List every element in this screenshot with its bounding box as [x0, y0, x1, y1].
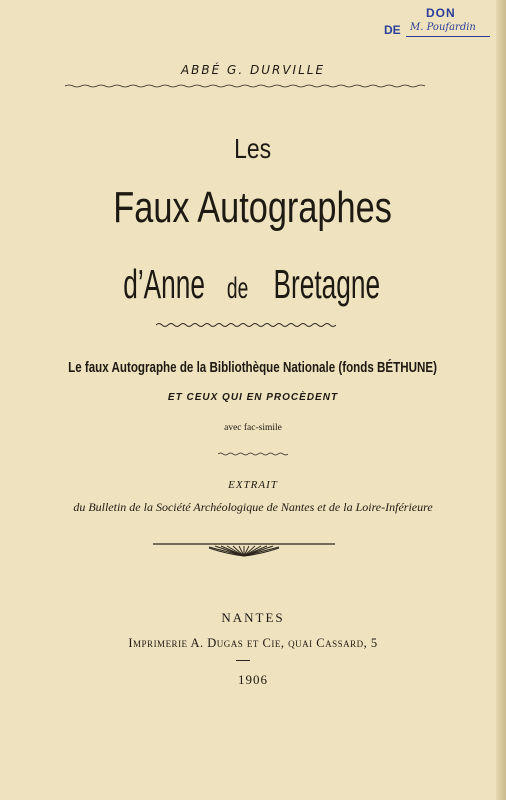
wavy-rule-1	[156, 322, 336, 328]
donation-stamp	[384, 4, 494, 40]
subtitle: Le faux Autographe de la Bibliothèque Nationale (fonds BÉTHUNE)	[68, 360, 438, 376]
stamp-don-text: DON	[426, 6, 456, 20]
title-anne-de-bretagne	[0, 261, 506, 308]
wavy-rule-2	[218, 452, 288, 456]
title-faux-autographes: Faux Autographes	[113, 183, 393, 232]
subtitle-secondary: ET CEUX QUI EN PROCÈDENT	[167, 392, 339, 403]
author-rule	[65, 84, 430, 88]
stamp-de-text: DE	[384, 23, 401, 37]
title-de: de	[226, 272, 249, 305]
stamp-signature: M. Poufardin	[410, 22, 476, 33]
extrait-label: EXTRAIT	[228, 479, 278, 491]
title-anne: d’Anne	[123, 261, 205, 307]
author-name: ABBÉ G. DURVILLE	[180, 63, 326, 77]
publication-year: 1906	[238, 672, 268, 687]
facsimile-note: avec fac-simile	[224, 423, 282, 433]
printer-imprint: Imprimerie A. Dugas et Cie, quai Cassard, 5	[128, 636, 378, 650]
ornament-divider	[153, 538, 335, 560]
title-bretagne: Bretagne	[273, 261, 380, 307]
bulletin-source: du Bulletin de la Société Archéologique de Nantes et de la Loire-Inférieure	[73, 500, 433, 514]
publication-city: NANTES	[221, 610, 285, 625]
imprint-dash	[236, 660, 250, 661]
stamp-underline	[406, 36, 490, 37]
title-les: Les	[234, 133, 272, 164]
